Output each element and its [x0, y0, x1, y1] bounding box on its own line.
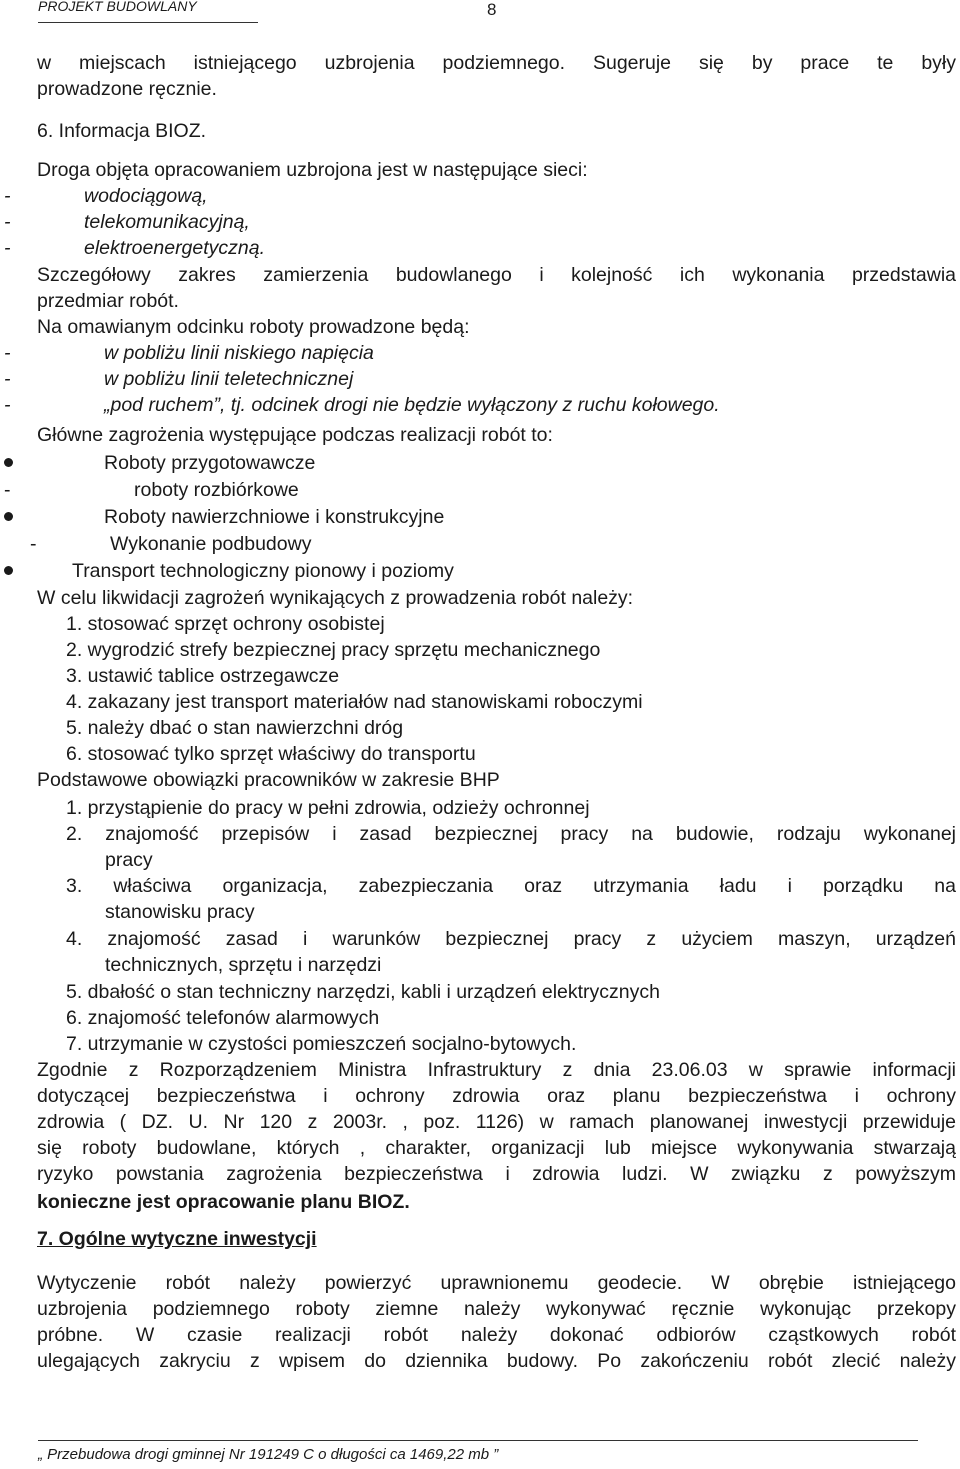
regulation-line-3: zdrowia ( DZ. U. Nr 120 z 2003r. , poz. 1126) w ramach planowanej inwestycji przewiduje [37, 1111, 956, 1133]
regulation-conclusion: konieczne jest opracowanie planu BIOZ. [37, 1191, 410, 1213]
duty-item-cont: stanowisku pracy [105, 901, 255, 923]
bullet-icon [4, 512, 13, 521]
section-7-heading: 7. Ogólne wytyczne inwestycji [37, 1228, 317, 1250]
measures-intro: W celu likwidacji zagrożeń wynikających z prowadzenia robót należy: [37, 587, 634, 609]
duties-intro: Podstawowe obowiązki pracowników w zakresie BHP [37, 769, 500, 791]
section-6-heading: 6. Informacja BIOZ. [37, 120, 207, 142]
guidelines-line-1: Wytyczenie robót należy powierzyć uprawnionemu geodecie. W obrębie istniejącego [37, 1272, 956, 1294]
scope-line-1: Szczegółowy zakres zamierzenia budowlanego i kolejność ich wykonania przedstawia [37, 264, 956, 286]
duty-item: 2. znajomość przepisów i zasad bezpiecznej pracy na budowie, rodzaju wykonanej [66, 823, 956, 845]
guidelines-line-3: próbne. W czasie realizacji robót należy dokonać odbiorów cząstkowych robót [37, 1324, 956, 1346]
measure-item: 5. należy dbać o stan nawierzchni dróg [66, 717, 404, 739]
header-title: PROJEKT BUDOWLANY [38, 0, 197, 14]
measure-item: 2. wygrodzić strefy bezpiecznej pracy sprzętu mechanicznego [66, 639, 601, 661]
conditions-intro: Na omawianym odcinku roboty prowadzone będą: [37, 316, 470, 338]
page-header [38, 0, 258, 23]
scope-line-2: przedmiar robót. [37, 290, 179, 312]
regulation-line-2: dotyczącej bezpieczeństwa i ochrony zdrowia oraz planu bezpieczeństwa i ochrony [37, 1085, 956, 1107]
duty-item: 5. dbałość o stan techniczny narzędzi, kabli i urządzeń elektrycznych [66, 981, 660, 1003]
measure-item: 6. stosować tylko sprzęt właściwy do transportu [66, 743, 476, 765]
duty-item-cont: technicznych, sprzętu i narzędzi [105, 954, 382, 976]
duty-item: 1. przystąpienie do pracy w pełni zdrowia, odzieży ochronnej [66, 797, 590, 819]
networks-intro: Droga objęta opracowaniem uzbrojona jest w następujące sieci: [37, 159, 588, 181]
measure-item: 3. ustawić tablice ostrzegawcze [66, 665, 340, 687]
bullet-icon [4, 566, 13, 575]
page-number: 8 [487, 0, 497, 19]
guidelines-line-4: ulegających zakryciu z wpisem do dziennika budowy. Po zakończeniu robót zlecić należy [37, 1350, 956, 1372]
regulation-line-1: Zgodnie z Rozporządzeniem Ministra Infrastruktury z dnia 23.06.03 w sprawie informacji [37, 1059, 956, 1081]
regulation-line-5: ryzyko powstania zagrożenia bezpieczeństwa i zdrowia ludzi. W związku z powyższym [37, 1163, 956, 1185]
bullet-icon [4, 458, 13, 467]
duty-item: 4. znajomość zasad i warunków bezpiecznej pracy z użyciem maszyn, urządzeń [66, 928, 956, 950]
guidelines-line-2: uzbrojenia podziemnego roboty ziemne należy wykonywać ręcznie wykonując przekopy [37, 1298, 956, 1320]
measure-item: 1. stosować sprzęt ochrony osobistej [66, 613, 385, 635]
footer-text: „ Przebudowa drogi gminnej Nr 191249 C o długości ca 1469,22 mb ” [38, 1446, 499, 1463]
footer-rule [38, 1440, 918, 1441]
duty-item: 6. znajomość telefonów alarmowych [66, 1007, 380, 1029]
duty-item: 7. utrzymanie w czystości pomieszczeń socjalno-bytowych. [66, 1033, 577, 1055]
intro-line-2: prowadzone ręcznie. [37, 78, 217, 100]
regulation-line-4: się roboty budowlane, których , charakter, organizacji lub miejsce wykonywania stwarzają [37, 1137, 956, 1159]
duty-item: 3. właściwa organizacja, zabezpieczania oraz utrzymania ładu i porządku na [66, 875, 956, 897]
intro-line-1: w miejscach istniejącego uzbrojenia podziemnego. Sugeruje się by prace te były [37, 52, 956, 74]
duty-item-cont: pracy [105, 849, 153, 871]
measure-item: 4. zakazany jest transport materiałów nad stanowiskami roboczymi [66, 691, 643, 713]
hazards-intro: Główne zagrożenia występujące podczas realizacji robót to: [37, 424, 553, 446]
